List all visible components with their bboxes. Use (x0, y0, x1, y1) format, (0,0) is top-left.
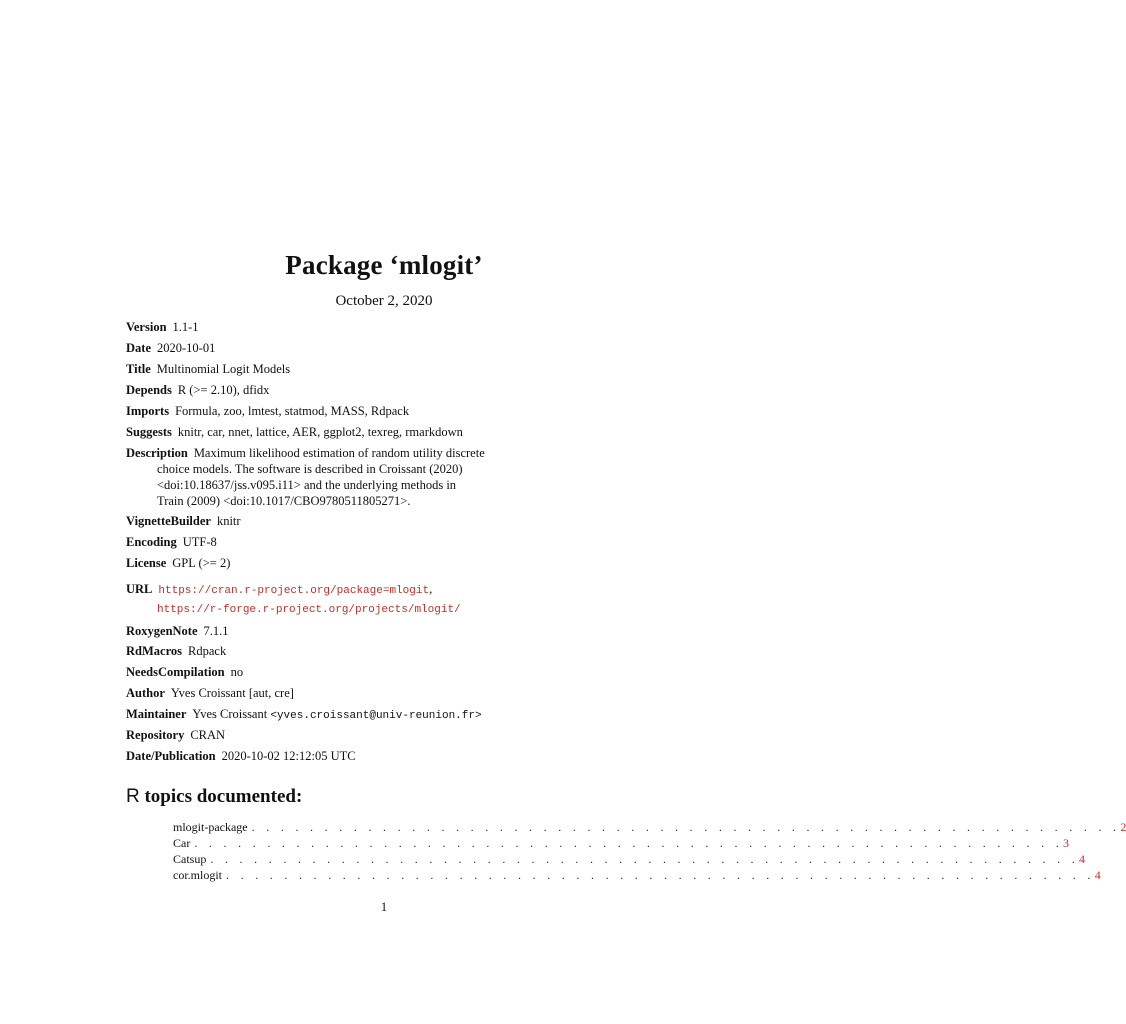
field-key: Repository (126, 728, 185, 742)
toc-page-link[interactable]: 4 (1094, 868, 1101, 882)
topics-heading (126, 786, 302, 808)
field-value: no (230, 665, 244, 679)
field-value: knitr, car, nnet, lattice, AER, ggplot2, texreg, rmarkdown (177, 425, 463, 439)
field-key: NeedsCompilation (126, 665, 225, 679)
field-date (126, 340, 215, 356)
field-value: GPL (>= 2) (172, 556, 231, 570)
field-roxygennote (126, 623, 229, 639)
description-line: Train (2009) <doi:10.1017/CBO9780511805271>. (157, 494, 411, 508)
toc-entry-name: mlogit-package (173, 820, 248, 834)
field-key: Encoding (126, 535, 177, 549)
topics-heading-text: topics documented: (144, 786, 303, 807)
package-date: October 2, 2020 (335, 293, 433, 309)
rforge-url-link[interactable]: https://r-forge.r-project.org/projects/mlogit/ (157, 604, 461, 616)
field-value: Formula, zoo, lmtest, statmod, MASS, Rdpack (175, 404, 410, 418)
field-key: Author (126, 686, 165, 700)
field-depends (126, 382, 269, 398)
toc-entry[interactable] (173, 836, 1070, 852)
field-value: 7.1.1 (203, 624, 229, 638)
toc-entry[interactable] (173, 868, 1101, 884)
maintainer-email: <yves.croissant@univ-reunion.fr> (270, 710, 482, 722)
toc-page-link[interactable]: 4 (1079, 852, 1086, 866)
package-title: Package ‘mlogit’ (285, 250, 483, 280)
field-url (126, 581, 432, 599)
field-encoding (126, 534, 217, 550)
field-suggests (126, 424, 463, 440)
field-key: RdMacros (126, 644, 183, 658)
field-key: Suggests (126, 425, 172, 439)
toc-entry-name: Car (173, 836, 191, 850)
field-datepublication (126, 748, 356, 764)
field-key: License (126, 556, 167, 570)
url-separator: , (429, 582, 433, 596)
field-key: RoxygenNote (126, 624, 198, 638)
toc-leader-dots: . . . . . . . . . . . . . . . . . . . . . . . . . . . . . . . . . . . . . . . . . . . . . . . . . . . . . . . . . . . . (194, 836, 1064, 850)
toc-entry[interactable] (173, 820, 1126, 836)
field-key: Maintainer (126, 707, 187, 721)
field-author (126, 685, 294, 701)
toc-entry[interactable] (173, 852, 1086, 868)
page-number: 1 (380, 900, 388, 914)
toc-leader-dots: . . . . . . . . . . . . . . . . . . . . . . . . . . . . . . . . . . . . . . . . . . . . . . . . . . . . . . . . . . . . (210, 852, 1080, 866)
toc-leader-dots: . . . . . . . . . . . . . . . . . . . . . . . . . . . . . . . . . . . . . . . . . . . . . . . . . . . . . . . . . . . . (251, 820, 1121, 834)
field-imports (126, 403, 409, 419)
field-license (126, 555, 230, 571)
toc-entry-name: cor.mlogit (173, 868, 222, 882)
field-maintainer (126, 706, 482, 724)
field-vignettebuilder (126, 513, 241, 529)
toc-page-link[interactable]: 2 (1120, 820, 1126, 834)
field-value: CRAN (190, 728, 226, 742)
field-key: Title (126, 362, 151, 376)
field-key: Date (126, 341, 151, 355)
field-value: Multinomial Logit Models (156, 362, 291, 376)
field-value: knitr (216, 514, 241, 528)
field-value: Maximum likelihood estimation of random utility discrete (193, 446, 485, 460)
field-repository (126, 727, 225, 743)
field-value: R (>= 2.10), dfidx (177, 383, 270, 397)
field-value: Rdpack (188, 644, 227, 658)
description-line: choice models. The software is described in Croissant (2020) (157, 462, 463, 476)
field-key: URL (126, 582, 153, 596)
field-value: Yves Croissant [aut, cre] (170, 686, 294, 700)
field-key: Version (126, 320, 167, 334)
field-key: Description (126, 446, 188, 460)
field-value: 2020-10-01 (157, 341, 216, 355)
description-first-line (126, 445, 485, 461)
field-value: 1.1-1 (172, 320, 199, 334)
field-title (126, 361, 290, 377)
field-key: VignetteBuilder (126, 514, 211, 528)
field-version (126, 319, 199, 335)
field-key: Imports (126, 404, 170, 418)
description-line: <doi:10.18637/jss.v095.i11> and the underlying methods in (157, 478, 457, 492)
field-rdmacros (126, 643, 226, 659)
field-key: Date/Publication (126, 749, 216, 763)
r-logo-text: R (126, 786, 140, 807)
toc-page-link[interactable]: 3 (1063, 836, 1070, 850)
field-value: 2020-10-02 12:12:05 UTC (221, 749, 356, 763)
field-needscompilation (126, 664, 243, 680)
toc-entry-name: Catsup (173, 852, 207, 866)
maintainer-name: Yves Croissant (192, 707, 268, 721)
field-value: UTF-8 (182, 535, 217, 549)
cran-url-link[interactable]: https://cran.r-project.org/package=mlogit (158, 585, 430, 597)
field-key: Depends (126, 383, 172, 397)
toc-leader-dots: . . . . . . . . . . . . . . . . . . . . . . . . . . . . . . . . . . . . . . . . . . . . . . . . . . . . . . . . . . . . (226, 868, 1095, 882)
